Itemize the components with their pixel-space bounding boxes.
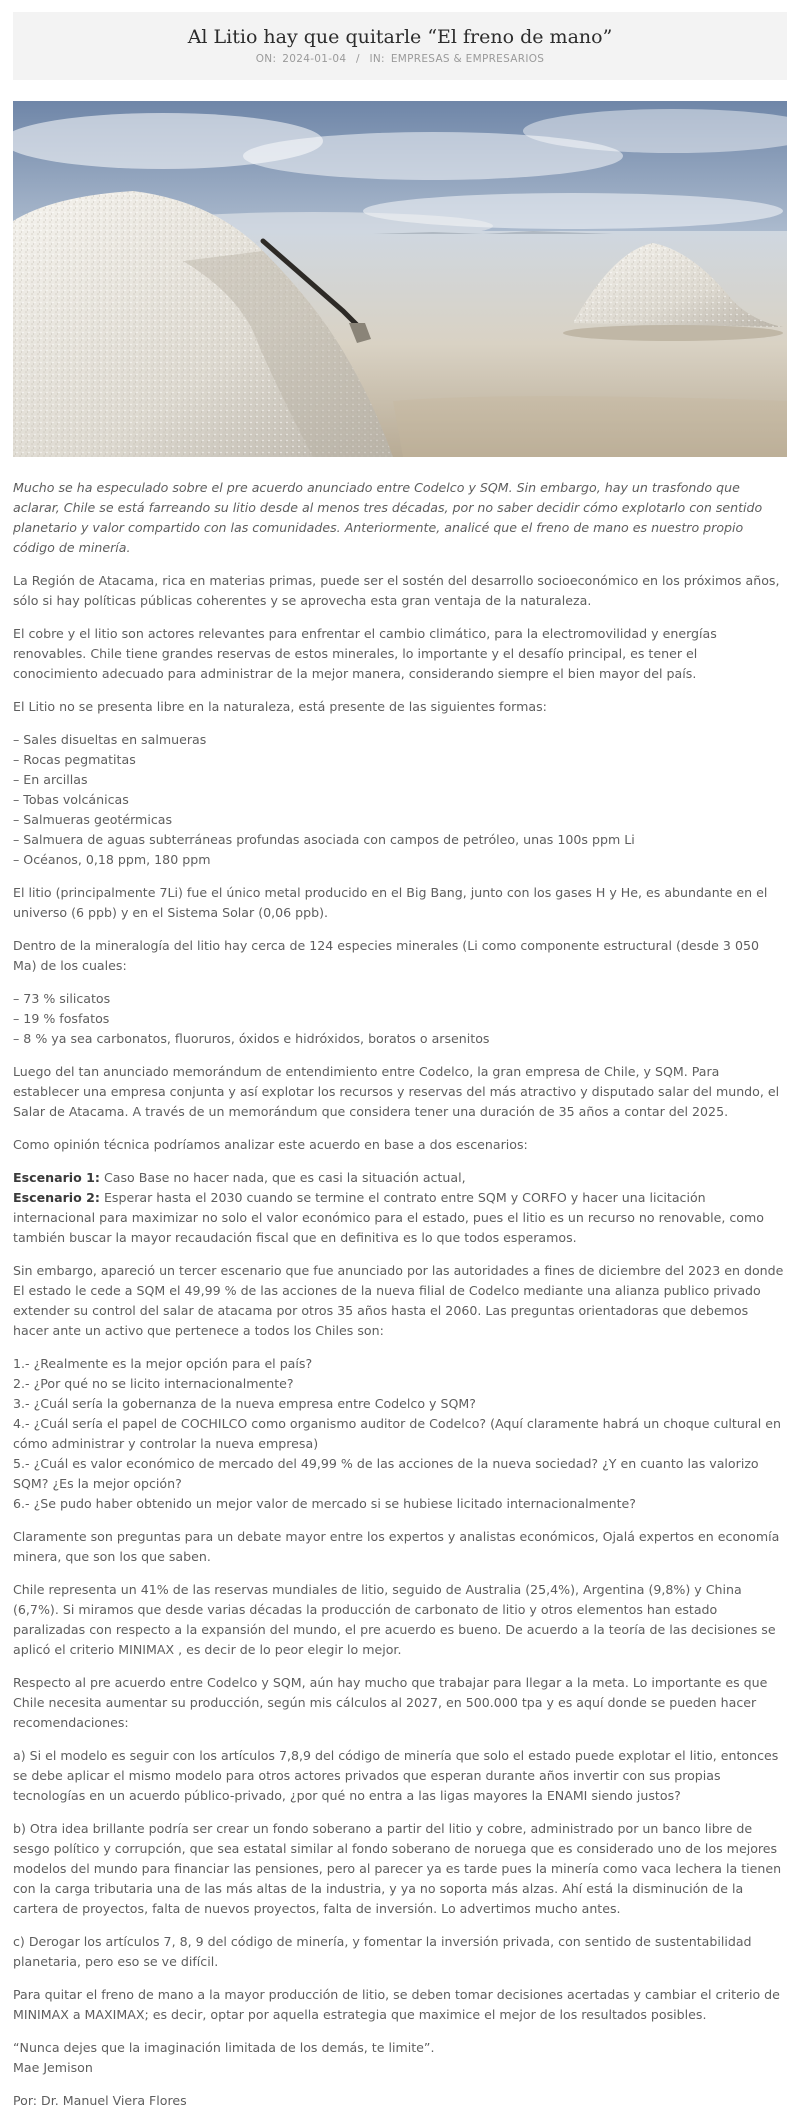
paragraph: Dentro de la mineralogía del litio hay cerca de 124 especies minerales (Li como componente estructural (desde 3 050 Ma) de los cuales: <box>13 938 759 973</box>
paragraph: Sin embargo, apareció un tercer escenario que fue anunciado por las autoridades a fines de diciembre del 2023 en donde El estado le cede a SQM el 49,99 % de las acciones de la nueva filial de Codelco mediante una alianza publico privado extender su control del salar de atacama por otros 35 años hasta el 2060. Las preguntas orientadoras que debemos hacer ante un activo que pertenece a todos los Chiles son: <box>13 1263 784 1338</box>
recommendation-a: a) Si el modelo es seguir con los artículos 7,8,9 del código de minería que solo el estado puede explotar el litio, entonces se debe aplicar el mismo modelo para otros actores privados que esperan durante años invertir con sus propias tecnologías en un acuerdo público-privado, ¿por qué no entra a las ligas mayores la ENAMI siendo justos? <box>13 1748 779 1803</box>
scenario-1-text: Caso Base no hacer nada, que es casi la situación actual, <box>99 1170 466 1185</box>
questions-list <box>13 1354 785 1514</box>
article-meta <box>13 53 787 65</box>
list-item: – Salmuera de aguas subterráneas profundas asociada con campos de petróleo, unas 100s ppm Li <box>13 832 635 847</box>
list-item: 3.- ¿Cuál sería la gobernanza de la nueva empresa entre Codelco y SQM? <box>13 1396 476 1411</box>
byline: Por: Dr. Manuel Viera Flores <box>13 2093 187 2108</box>
list-item: – Rocas pegmatitas <box>13 752 136 767</box>
meta-separator: / <box>355 53 360 65</box>
list-item: – Tobas volcánicas <box>13 792 129 807</box>
paragraph: Como opinión técnica podríamos analizar este acuerdo en base a dos escenarios: <box>13 1137 528 1152</box>
paragraph: Claramente son preguntas para un debate mayor entre los expertos y analistas económicos, Ojalá expertos en economía minera, que son los que saben. <box>13 1529 780 1564</box>
lead-paragraph: Mucho se ha especulado sobre el pre acuerdo anunciado entre Codelco y SQM. Sin embargo, hay un trasfondo que aclarar, Chile se está farreando su litio desde al menos tres décadas, por no saber decidir cómo explotarlo con sentido planetario y valor compartido con las comunidades. Anteriormente, analicé que el freno de mano es nuestro propio código de minería. <box>13 480 763 555</box>
scenario-2-text: Esperar hasta el 2030 cuando se termine el contrato entre SQM y CORFO y hacer una licitación internacional para maximizar no solo el valor económico para el estado, pues el litio es un recurso no renovable, como también buscar la mayor recaudación fiscal que en definitiva es lo que todos esperamos. <box>13 1190 764 1245</box>
category-prefix: IN: <box>369 53 385 65</box>
date-prefix: ON: <box>255 53 277 65</box>
list-item: – 8 % ya sea carbonatos, fluoruros, óxidos e hidróxidos, boratos o arsenitos <box>13 1031 490 1046</box>
list-item: 6.- ¿Se pudo haber obtenido un mejor valor de mercado si se hubiese licitado internacionalmente? <box>13 1496 636 1511</box>
scenario-1-label: Escenario 1: <box>13 1170 100 1185</box>
quote-text: “Nunca dejes que la imaginación limitada de los demás, te limite”. <box>13 2040 435 2055</box>
closing-quote <box>13 2038 785 2078</box>
list-item: 5.- ¿Cuál es valor económico de mercado del 49,99 % de las acciones de la nueva sociedad? ¿Y en cuanto las valorizo SQM? ¿Es la mejor opción? <box>13 1456 759 1491</box>
lithium-forms-list <box>13 730 785 870</box>
salt-flat-photo <box>13 101 787 457</box>
list-item: – Sales disueltas en salmueras <box>13 732 207 747</box>
quote-author: Mae Jemison <box>13 2060 93 2075</box>
category-link[interactable]: EMPRESAS & EMPRESARIOS <box>390 53 545 65</box>
recommendation-b: b) Otra idea brillante podría ser crear un fondo soberano a partir del litio y cobre, administrado por un banco libre de sesgo político y corrupción, que sea estatal similar al fondo soberano de noruega que es considerado uno de los mejores modelos del mundo para financiar las pensiones, pero al parecer ya es tarde pues la minería como vaca lechera la tienen con la carga tributaria una de las más altas de la industria, y ya no soporta más alzas. Ahí está la disminución de la cartera de proyectos, falta de nuevos proyectos, falta de inversión. Lo advertimos mucho antes. <box>13 1821 782 1916</box>
scenarios <box>13 1168 785 1248</box>
article-title: Al Litio hay que quitarle “El freno de mano” <box>187 26 613 48</box>
list-item: – En arcillas <box>13 772 88 787</box>
paragraph: El litio (principalmente 7Li) fue el único metal producido en el Big Bang, junto con los gases H y He, es abundante en el universo (6 ppb) y en el Sistema Solar (0,06 ppb). <box>13 885 768 920</box>
list-item: 2.- ¿Por qué no se licito internacionalmente? <box>13 1376 294 1391</box>
list-item: – Océanos, 0,18 ppm, 180 ppm <box>13 852 211 867</box>
mineral-species-list <box>13 989 785 1049</box>
list-item: – Salmueras geotérmicas <box>13 812 173 827</box>
article-body <box>13 478 785 2124</box>
paragraph: El cobre y el litio son actores relevantes para enfrentar el cambio climático, para la electromovilidad y energías renovables. Chile tiene grandes reservas de estos minerales, lo importante y el desafío principal, es tener el conocimiento adecuado para administrar de la mejor manera, considerando siempre el bien mayor del país. <box>13 626 717 681</box>
paragraph: El Litio no se presenta libre en la naturaleza, está presente de las siguientes formas: <box>13 699 547 714</box>
paragraph: Para quitar el freno de mano a la mayor producción de litio, se deben tomar decisiones acertadas y cambiar el criterio de MINIMAX a MAXIMAX; es decir, optar por aquella estrategia que maximice el mejor de los resultados posibles. <box>13 1987 780 2022</box>
paragraph: Respecto al pre acuerdo entre Codelco y SQM, aún hay mucho que trabajar para llegar a la meta. Lo importante es que Chile necesita aumentar su producción, según mis cálculos al 2027, en 500.000 tpa y es aquí donde se pueden hacer recomendaciones: <box>13 1675 768 1730</box>
paragraph: Luego del tan anunciado memorándum de entendimiento entre Codelco, la gran empresa de Chile, y SQM. Para establecer una empresa conjunta y así explotar los recursos y reservas del más atractivo y disputado salar del mundo, el Salar de Atacama. A través de un memorándum que considera tener una duración de 35 años a contar del 2025. <box>13 1064 780 1119</box>
list-item: – 73 % silicatos <box>13 991 111 1006</box>
list-item: 1.- ¿Realmente es la mejor opción para el país? <box>13 1356 313 1371</box>
paragraph: La Región de Atacama, rica en materias primas, puede ser el sostén del desarrollo socioeconómico en los próximos años, sólo si hay políticas públicas coherentes y se aprovecha esta gran ventaja de la naturaleza. <box>13 573 780 608</box>
post-date[interactable]: 2024-01-04 <box>282 53 347 65</box>
article-header <box>13 12 787 80</box>
list-item: – 19 % fosfatos <box>13 1011 110 1026</box>
list-item: 4.- ¿Cuál sería el papel de COCHILCO como organismo auditor de Codelco? (Aquí claramente habrá un choque cultural en cómo administrar y controlar la nueva empresa) <box>13 1416 781 1451</box>
recommendation-c: c) Derogar los artículos 7, 8, 9 del código de minería, y fomentar la inversión privada, con sentido de sustentabilidad planetaria, pero eso se ve difícil. <box>13 1934 752 1969</box>
hero-image <box>13 101 787 457</box>
paragraph: Chile representa un 41% de las reservas mundiales de litio, seguido de Australia (25,4%), Argentina (9,8%) y China (6,7%). Si miramos que desde varias décadas la producción de carbonato de litio y otros elementos han estado paralizadas con respecto a la expansión del mundo, el pre acuerdo es bueno. De acuerdo a la teoría de las decisiones se aplicó el criterio MINIMAX , es decir de lo peor elegir lo mejor. <box>13 1582 776 1657</box>
scenario-2-label: Escenario 2: <box>13 1190 100 1205</box>
